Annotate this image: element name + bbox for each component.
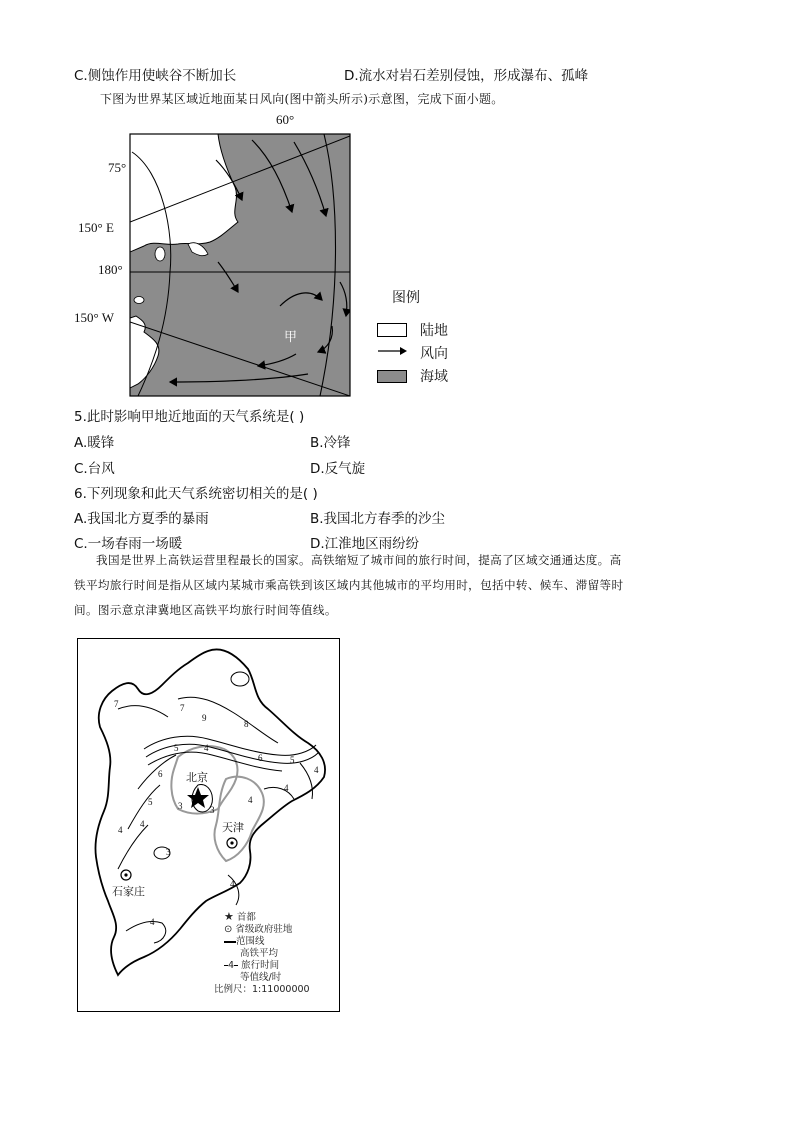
- contour-label: 6: [158, 769, 163, 779]
- legend-sea-label: 海域: [420, 369, 448, 385]
- contour-label: 5: [148, 797, 153, 807]
- contour-label: 4: [248, 795, 253, 805]
- wind-map: [70, 112, 370, 402]
- legend-scale: 比例尺：1:11000000: [214, 984, 310, 995]
- label-150w: 150° W: [74, 310, 114, 325]
- contour-label: 3: [210, 805, 215, 815]
- legend-boundary: [224, 936, 334, 948]
- passage-line2: 铁平均旅行时间是指从区域内某城市乘高铁到该区域内其他城市的平均用时，包括中转、候车、滞留等时: [74, 578, 624, 592]
- label-180: 180°: [98, 262, 123, 277]
- legend-sea-swatch: [377, 370, 407, 383]
- city-tianjin: 天津: [222, 822, 244, 834]
- contour-label: 7: [180, 703, 185, 713]
- q5-c: C.台风: [74, 461, 115, 477]
- jingjinji-map: [77, 638, 340, 1012]
- contour-label: 6: [258, 753, 263, 763]
- contour-label: 5: [174, 743, 179, 753]
- land-north: [130, 134, 238, 252]
- legend-provincial: [224, 924, 334, 936]
- star-icon: ★: [224, 910, 234, 923]
- q5-a: A.暖锋: [74, 435, 115, 451]
- legend-land-swatch: [377, 323, 407, 337]
- label-60: 60°: [276, 112, 295, 127]
- city-shijiazhuang: 石家庄: [112, 886, 145, 898]
- contour-label: 7: [114, 699, 119, 709]
- passage-line1: 我国是世界上高铁运营里程最长的国家。高铁缩短了城市间的旅行时间，提高了区域交通通达度。高: [96, 553, 622, 567]
- legend-contour-line1: 高铁平均: [240, 948, 279, 959]
- circle-dot-icon: ⊙: [224, 924, 233, 935]
- legend-land-label: 陆地: [420, 323, 448, 339]
- label-150e: 150° E: [78, 220, 114, 235]
- contour-label: 5: [290, 755, 295, 765]
- q6-b: B.我国北方春季的沙尘: [310, 511, 446, 527]
- option-c-prev: C.侧蚀作用使峡谷不断加长: [74, 68, 237, 84]
- legend-contour-mark: 4: [228, 960, 235, 971]
- legend-capital-label: 首都: [236, 912, 256, 923]
- legend-boundary-label: 范围线: [236, 936, 265, 947]
- q6-a: A.我国北方夏季的暴雨: [74, 511, 209, 527]
- q6-c: C.一场春雨一场暖: [74, 536, 183, 552]
- q5-d: D.反气旋: [310, 461, 366, 477]
- map2-legend: [214, 910, 334, 996]
- option-d-prev: D.流水对岩石差别侵蚀，形成瀑布、孤峰: [344, 68, 589, 84]
- legend-provincial-label: 省级政府驻地: [235, 924, 293, 935]
- legend-contour-line2: 旅行时间: [241, 960, 280, 971]
- q6-stem: 6.下列现象和此天气系统密切相关的是( ): [74, 486, 318, 502]
- contour-label: 4: [118, 825, 123, 835]
- contour-label: 3: [178, 801, 183, 811]
- contour-label: 9: [202, 713, 207, 723]
- city-beijing: 北京: [186, 772, 208, 784]
- legend-wind-arrow: [376, 345, 408, 357]
- contour-label: 4: [230, 879, 235, 889]
- label-jia: 甲: [284, 330, 298, 345]
- q5-b: B.冷锋: [310, 435, 351, 451]
- q5-stem: 5.此时影响甲地近地面的天气系统是( ): [74, 409, 305, 425]
- contour-label: 8: [244, 719, 249, 729]
- contour-label: 4: [284, 783, 289, 793]
- legend-wind-label: 风向: [420, 346, 448, 362]
- contour-label: 3: [166, 847, 171, 857]
- map1-intro: 下图为世界某区域近地面某日风向(图中箭头所示)示意图，完成下面小题。: [100, 92, 504, 106]
- q6-d: D.江淮地区雨纷纷: [310, 536, 420, 552]
- contour-label: 4: [314, 765, 319, 775]
- legend-contour-line3: 等值线/时: [240, 972, 282, 983]
- legend-contour: [224, 960, 334, 972]
- contour-label: 4: [140, 819, 145, 829]
- passage-line3: 间。图示意京津冀地区高铁平均旅行时间等值线。: [74, 603, 337, 617]
- boundary-line-icon: [224, 941, 236, 943]
- contour-label: 4: [204, 743, 209, 753]
- legend-title: 图例: [392, 290, 420, 306]
- contour-label: 4: [150, 917, 155, 927]
- label-75: 75°: [108, 160, 127, 175]
- legend-capital: [224, 911, 334, 924]
